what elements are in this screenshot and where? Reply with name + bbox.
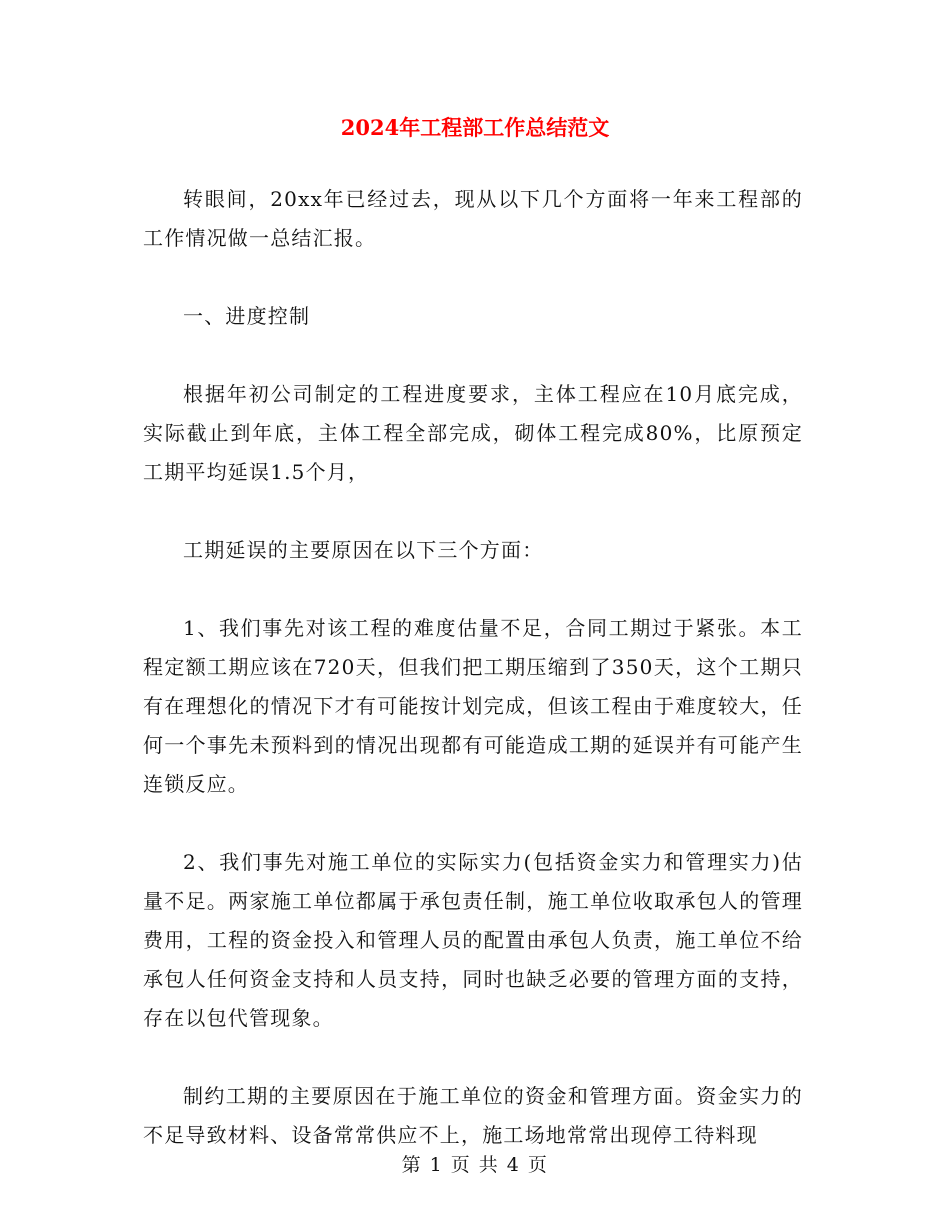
document-body bbox=[143, 180, 803, 1155]
paragraph-intro: 转眼间，20xx年已经过去，现从以下几个方面将一年来工程部的工作情况做一总结汇报。 bbox=[143, 187, 803, 250]
section-heading-progress-control: 一、进度控制 bbox=[183, 304, 311, 328]
page-number-footer: 第 1 页 共 4 页 bbox=[401, 1154, 549, 1176]
paragraph-progress-status: 根据年初公司制定的工程进度要求，主体工程应在10月底完成，实际截止到年底，主体工程全部完成，砌体工程完成80%，比原预定工期平均延误1.5个月， bbox=[143, 382, 803, 484]
paragraph-reason-2: 2、我们事先对施工单位的实际实力(包括资金实力和管理实力)估量不足。两家施工单位都属于承包责任制，施工单位收取承包人的管理费用，工程的资金投入和管理人员的配置由承包人负责，施工单位不给承包人任何资金支持和人员支持，同时也缺乏必要的管理方面的支持，存在以包代管现象。 bbox=[143, 850, 803, 1030]
page-title: 2024年工程部工作总结范文 bbox=[340, 115, 610, 140]
paragraph-delay-reasons-intro: 工期延误的主要原因在以下三个方面： bbox=[183, 538, 544, 562]
paragraph-constraint-analysis: 制约工期的主要原因在于施工单位的资金和管理方面。资金实力的不足导致材料、设备常常供应不上，施工场地常常出现停工待料现 bbox=[143, 1084, 803, 1147]
paragraph-reason-1: 1、我们事先对该工程的难度估量不足，合同工期过于紧张。本工程定额工期应该在720天，但我们把工期压缩到了350天，这个工期只有在理想化的情况下才有可能按计划完成，但该工程由于难度较大，任何一个事先未预料到的情况出现都有可能造成工期的延误并有可能产生连锁反应。 bbox=[143, 616, 803, 796]
